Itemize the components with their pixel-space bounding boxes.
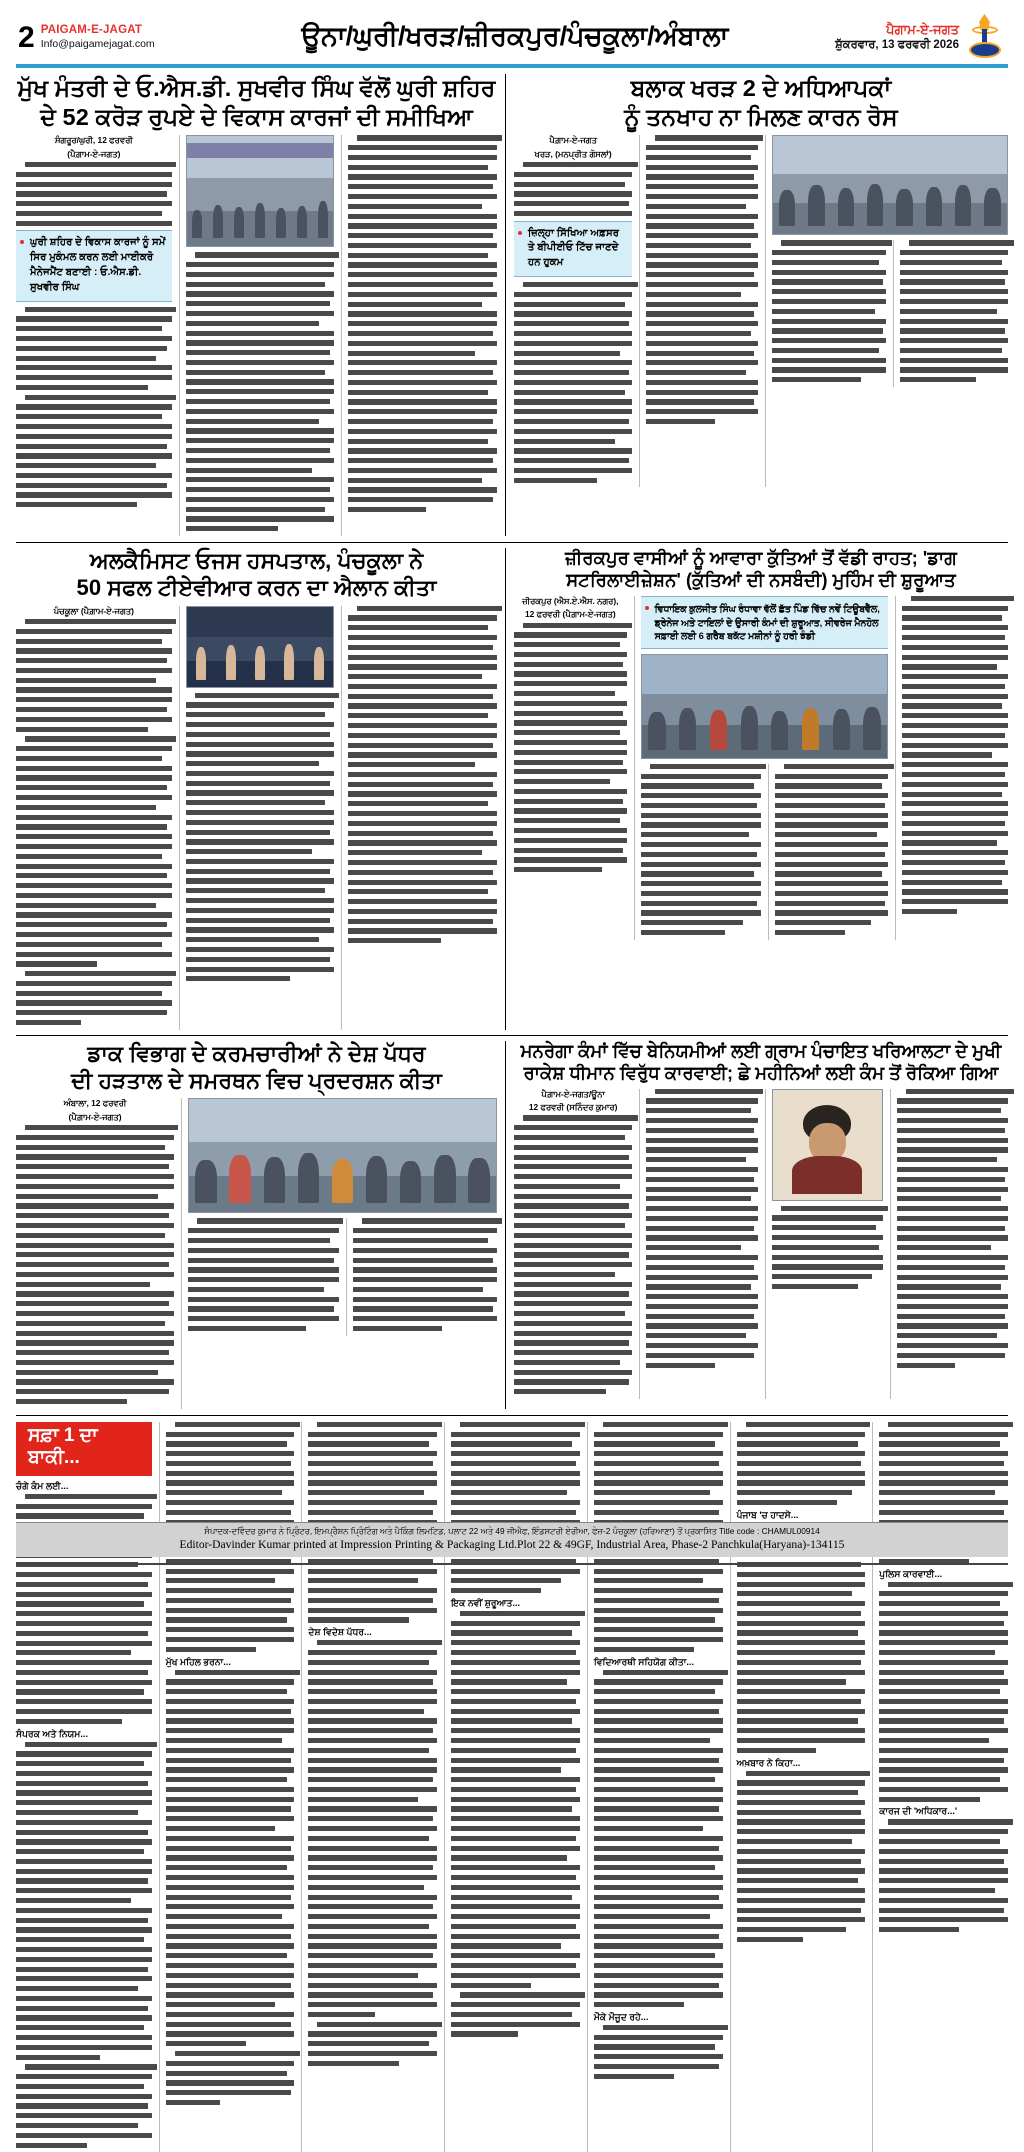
jump-subhead-6: ਮੌਕੇ ਮੌਜੂਦ ਰਹੇ... (593, 2011, 649, 2022)
teachers-body-2 (646, 135, 757, 424)
postal-body-3 (346, 1218, 497, 1335)
teachers-body-3 (772, 240, 887, 387)
jump-body-1b (16, 1742, 152, 2148)
teachers-headline-line1: ਬਲਾਕ ਖਰੜ 2 ਦੇ ਅਧਿਆਪਕਾਂ (630, 75, 892, 101)
dogs-col-4 (895, 596, 1008, 940)
hospital-body-3 (348, 606, 497, 944)
page-footer (16, 1522, 1008, 1557)
postal-col-1 (16, 1098, 174, 1408)
jump-body-7b (879, 1582, 1008, 1802)
dogs-dateline-2: 12 ਫਰਵਰੀ (ਪੈਗ਼ਾਮ-ਏ-ਜਗਤ) (524, 609, 616, 620)
footer-bottom-rule (16, 1563, 1008, 1565)
dog-sterilisation-launch-photo (641, 654, 889, 759)
mgnrega-headline-line2: ਰਾਕੇਸ਼ ਧੀਮਾਨ ਵਿਰੁੱਧ ਕਾਰਵਾਈ; ਛੇ ਮਹੀਨਿਆਂ ਲਈ ਕੰਮ ਤੋਂ ਰੋਕਿਆ ਗਿਆ (523, 1062, 999, 1083)
hospital-dateline: ਪੰਚਕੂਲਾ (ਪੈਗ਼ਾਮ-ਏ-ਜਗਤ) (53, 605, 134, 616)
jump-subhead-10: ਕਾਰਜ ਦੀ 'ਅਧਿਕਾਰ...' (879, 1806, 958, 1817)
cm-review-callout (16, 230, 172, 301)
row-divider-2 (16, 1035, 1008, 1036)
page-number: 2 (18, 20, 35, 54)
cm-review-body-1b (16, 307, 172, 508)
dogs-body-4 (902, 596, 1008, 914)
teachers-callout-text: ਜ਼ਿਲ੍ਹਾ ਸਿੱਖਿਆ ਅਫ਼ਸਰ ਤੇ ਬੀਪੀਈਓ ਟਿੱਚ ਜਾਣਦੇ ਹਨ ਹੁਕਮ (528, 227, 620, 269)
cm-review-callout-text: ਘੁਰੀ ਸ਼ਹਿਰ ਦੇ ਵਿਕਾਸ ਕਾਰਜਾਂ ਨੂੰ ਸਮੇਂ ਸਿਰ ਮੁਕੰਮਲ ਕਰਨ ਲਈ ਮਾਈਕਰੋ ਮੈਨੇਜਮੈਂਟ ਬਣਾਈ : ਓ.ਐਸ.ਡੀ. ਸੁਖਵੀਰ ਸਿੰਘ (30, 237, 166, 293)
jump-subhead-5: ਵਿਦਿਆਰਥੀ ਸਹਿਯੋਗ ਕੀਤਾ... (593, 1656, 695, 1667)
postal-dateline-1: ਅੰਬਾਲਾ, 12 ਫਰਵਰੀ (63, 1098, 127, 1109)
cm-review-body-1 (16, 162, 172, 226)
jump-body-3b (308, 1640, 437, 2066)
mgnrega-dateline-2: 12 ਫਰਵਰੀ (ਸਨਿੰਦਰ ਕੁਮਾਰ) (528, 1102, 618, 1113)
jump-body-6b (737, 1523, 866, 1753)
hospital-col-3 (341, 606, 497, 1030)
jump-subhead-0: ਚੰਗੇ ਕੰਮ ਲਈ... (16, 1480, 69, 1491)
mgnrega-dateline-1: ਪੈਗ਼ਾਮ-ਏ-ਜਗਤ/ਊਨਾ (541, 1088, 605, 1099)
mgnrega-col-2 (639, 1089, 757, 1399)
dogs-body-1 (514, 623, 627, 873)
mgnrega-body-4 (897, 1089, 1008, 1368)
row-divider-3 (16, 1415, 1008, 1416)
dogs-body-3 (768, 764, 888, 940)
jump-body-5b (594, 1670, 723, 2008)
teachers-body-4 (893, 240, 1008, 387)
masthead-logo-text (835, 22, 959, 53)
masthead-divider-rule (16, 64, 1008, 68)
mgnrega-headline-line1: ਮਨਰੇਗਾ ਕੰਮਾਂ ਵਿੱਚ ਬੇਨਿਯਮੀਆਂ ਲਈ ਗ੍ਰਾਮ ਪੰਚਾਇਤ ਖਰਿਆਲਟਾ ਦੇ ਮੁਖੀ (520, 1040, 1002, 1061)
cm-review-col-2 (179, 135, 335, 536)
teachers-col-1 (514, 135, 632, 487)
jump-body-4b (451, 1611, 580, 2037)
mgnrega-col-4 (890, 1089, 1008, 1399)
story-cm-review (16, 74, 506, 536)
teachers-headline-line2: ਨੂੰ ਤਨਖਾਹ ਨਾ ਮਿਲਣ ਕਾਰਨ ਰੋਸ (624, 103, 898, 130)
jump-body-7c (879, 1819, 1008, 1932)
hospital-col-1 (16, 606, 172, 1030)
edition-cities: ਊਨਾ/ਘੁਰੀ/ਖਰੜ/ਜ਼ੀਰਕਪੁਰ/ਪੰਚਕੂਲਾ/ਅੰਬਾਲਾ (301, 21, 729, 51)
story-mgnrega (514, 1041, 1008, 1409)
torch-logo-icon (964, 14, 1006, 60)
mgnrega-col-1 (514, 1089, 632, 1399)
dogs-body-2 (641, 764, 761, 940)
footer-imprint-punjabi: ਸੰਪਾਦਕ-ਦਵਿੰਦਰ ਕੁਮਾਰ ਨੇ ਪ੍ਰਿੰਟਰ, ਇਮਪ੍ਰੈਸ਼ਨ ਪ੍ਰਿੰਟਿੰਗ ਅਤੇ ਪੈਕਿੰਗ ਲਿਮਟਿਡ, ਪਲਾਟ 22 ਅਤੇ 49 ਜੀਐਫ, ਇੰਡਸਟਰੀ ਏਰੀਆ, ਫੇਜ਼-2 ਪੰਚਕੂਲਾ (ਹਰਿਆਣਾ) ਤੋਂ ਪ੍ਰਕਾਸ਼ਿਤ Title code : CHAMUL00914 (204, 1525, 820, 1536)
hospital-body-1 (16, 619, 172, 1025)
third-stories-row (0, 1041, 1024, 1409)
jump-body-4a (451, 1422, 580, 1593)
mgnrega-body-3 (772, 1206, 883, 1289)
brand-name: PAIGAM-E-JAGAT (40, 24, 143, 37)
story-dogs (514, 548, 1008, 1030)
cm-review-dateline-2: (ਪੈਗ਼ਾਮ-ਏ-ਜਗਤ) (67, 148, 121, 159)
contact-email: Info@paigamejagat.com (40, 37, 155, 50)
hospital-headline-line1: ਅਲਕੈਮਿਸਟ ਓਜਸ ਹਸਪਤਾਲ, ਪੰਚਕੂਲਾ ਨੇ (89, 547, 424, 573)
teachers-group-protest-photo (772, 135, 1009, 235)
jump-banner-label: ਸਫ਼ਾ 1 ਦਾ ਬਾਕੀ... (16, 1422, 152, 1474)
teachers-dateline-1: ਪੈਗ਼ਾਮ-ਏ-ਜਗਤ (549, 135, 597, 146)
mgnrega-col-3 (765, 1089, 883, 1399)
teachers-body-1 (514, 162, 632, 216)
mgnrega-body-1 (514, 1115, 632, 1394)
teachers-body-1b (514, 282, 632, 483)
jump-subhead-1: ਸੰਪਰਕ ਅਤੇ ਨਿਯਮ... (16, 1728, 89, 1739)
dogs-dateline-1: ਜ਼ੀਰਕਪੁਰ (ਐਸ.ਏ.ਐਸ. ਨਗਰ), (522, 595, 619, 606)
jump-body-6c (737, 1771, 866, 1942)
dogs-headline-line1: ਜ਼ੀਰਕਪੁਰ ਵਾਸੀਆਂ ਨੂੰ ਆਵਾਰਾ ਕੁੱਤਿਆਂ ਤੋਂ ਵੱਡੀ ਰਾਹਤ; 'ਡਾਗ (565, 547, 957, 568)
footer-imprint-english: Editor-Davinder Kumar printed at Impression Printing & Packaging Ltd.Plot 22 & 49GF, Industrial Area, Phase-2 Panchkula(Haryana)-134115 (179, 1538, 845, 1552)
hospital-press-conference-photo (186, 606, 335, 688)
jump-subhead-2: ਮੁੱਖ ਮਹਿਲ ਭਰਨਾ... (165, 1656, 231, 1667)
dogs-callout (641, 596, 889, 649)
teachers-col-3 (765, 135, 1009, 487)
masthead-right (835, 14, 1006, 60)
jump-subhead-9: ਪੁਲਿਸ ਕਾਰਵਾਈ... (879, 1568, 943, 1579)
masthead (0, 0, 1024, 62)
top-stories-row (0, 74, 1024, 536)
hospital-headline-line2: 50 ਸਫਲ ਟੀਏਵੀਆਰ ਕਰਨ ਦਾ ਐਲਾਨ ਕੀਤਾ (76, 574, 437, 600)
dogs-headline-line2: ਸਟਰਿਲਾਈਜ਼ੇਸ਼ਨ' (ਕੁੱਤਿਆਂ ਦੀ ਨਸਬੰਦੀ) ਮੁਹਿੰਮ ਦੀ ਸ਼ੁਰੂਆਤ (566, 569, 956, 590)
cm-review-headline-line1: ਮੁੱਖ ਮੰਤਰੀ ਦੇ ਓ.ਐਸ.ਡੀ. ਸੁਖਵੀਰ ਸਿੰਘ ਵੱਲੋਂ ਘੁਰੀ ਸ਼ਹਿਰ (17, 75, 496, 101)
dogs-col-2 (634, 596, 889, 940)
cm-review-col-3 (341, 135, 497, 536)
cm-review-headline-line2: ਦੇ 52 ਕਰੋੜ ਰੁਪਏ ਦੇ ਵਿਕਾਸ ਕਾਰਜਾਂ ਦੀ ਸਮੀਖਿਆ (40, 103, 473, 130)
teachers-dateline-2: ਖਰੜ, (ਮਨਪ੍ਰੀਤ ਗੋਸਲਾਂ) (534, 148, 612, 159)
teachers-callout (514, 221, 632, 277)
cm-review-col-1 (16, 135, 172, 536)
mgnrega-body-2 (646, 1089, 757, 1368)
jump-body-2b (166, 1670, 295, 2106)
jump-subhead-8: ਅਖ਼ਬਾਰ ਨੇ ਕਿਹਾ... (736, 1757, 801, 1768)
hospital-body-2 (186, 693, 335, 982)
cm-review-dateline-1: ਸੰਗਰੂਰ/ਘੁਰੀ, 12 ਫਰਵਰੀ (54, 135, 133, 146)
cm-review-body-2 (186, 252, 335, 531)
sarpanch-portrait-photo (772, 1089, 883, 1201)
jump-subhead-7: ਪੰਜਾਬ 'ਚ ਹਾਦਸੇ... (736, 1509, 799, 1520)
postal-dateline-2: (ਪੈਗ਼ਾਮ-ਏ-ਜਗਤ) (68, 1111, 122, 1122)
logo-wordmark: ਪੈਗਾਮ-ਏ-ਜਗਤ (886, 21, 959, 37)
cm-review-body-3 (348, 135, 497, 512)
postal-headline-line2: ਦੀ ਹੜਤਾਲ ਦੇ ਸਮਰਥਨ ਵਿਚ ਪ੍ਰਦਰਸ਼ਨ ਕੀਤਾ (71, 1067, 442, 1093)
postal-headline-line1: ਡਾਕ ਵਿਭਾਗ ਦੇ ਕਰਮਚਾਰੀਆਂ ਨੇ ਦੇਸ਼ ਪੱਧਰ (87, 1040, 426, 1066)
second-stories-row (0, 548, 1024, 1030)
postal-body-1 (16, 1125, 174, 1404)
masthead-brand-block (41, 24, 155, 49)
punjab-government-meeting-photo (186, 135, 335, 247)
dogs-callout-text: ਵਿਧਾਇਕ ਕੁਲਜੀਤ ਸਿੰਘ ਰੰਧਾਵਾ ਵੱਲੋਂ ਛੱਤ ਪਿੰਡ ਵਿੱਚ ਨਵੇਂ ਟਿਊਬਵੈੱਲ, ਡ੍ਰੇਨੇਜ ਅਤੇ ਟਾਇਲਾਂ ਦੇ ਉਸਾਰੀ ਕੰਮਾਂ ਦੀ ਸ਼ੁਰੂਆਤ, ਸੀਵਰੇਜ ਮੈਨਹੋਲ ਸਫ਼ਾਈ ਲਈ 6 ਗਰੈਬ ਬਕੱਟ ਮਸ਼ੀਨਾਂ ਨੂੰ ਹਰੀ ਝੰਡੀ (654, 602, 880, 642)
masthead-left (18, 20, 155, 54)
jump-subhead-4: ਇਕ ਨਵੀਂ ਸ਼ੁਰੂਆਤ... (451, 1597, 521, 1608)
hospital-col-2 (179, 606, 335, 1030)
row-divider-1 (16, 542, 1008, 543)
jump-body-6a (737, 1422, 866, 1505)
jump-subhead-3: ਦੇਸ਼ ਵਿਦੇਸ਼ ਪੱਧਰ... (308, 1627, 372, 1638)
teachers-col-2 (639, 135, 757, 487)
dogs-col-1 (514, 596, 627, 940)
postal-employees-strike-photo (188, 1098, 497, 1213)
publication-date: ਸ਼ੁੱਕਰਵਾਰ, 13 ਫਰਵਰੀ 2026 (835, 38, 959, 51)
story-hospital (16, 548, 506, 1030)
jump-banner (16, 1422, 152, 1476)
story-teachers-protest (514, 74, 1008, 536)
postal-body-2 (188, 1218, 339, 1335)
postal-col-2 (181, 1098, 497, 1408)
jump-body-5c (594, 2025, 723, 2079)
story-postal (16, 1041, 506, 1409)
